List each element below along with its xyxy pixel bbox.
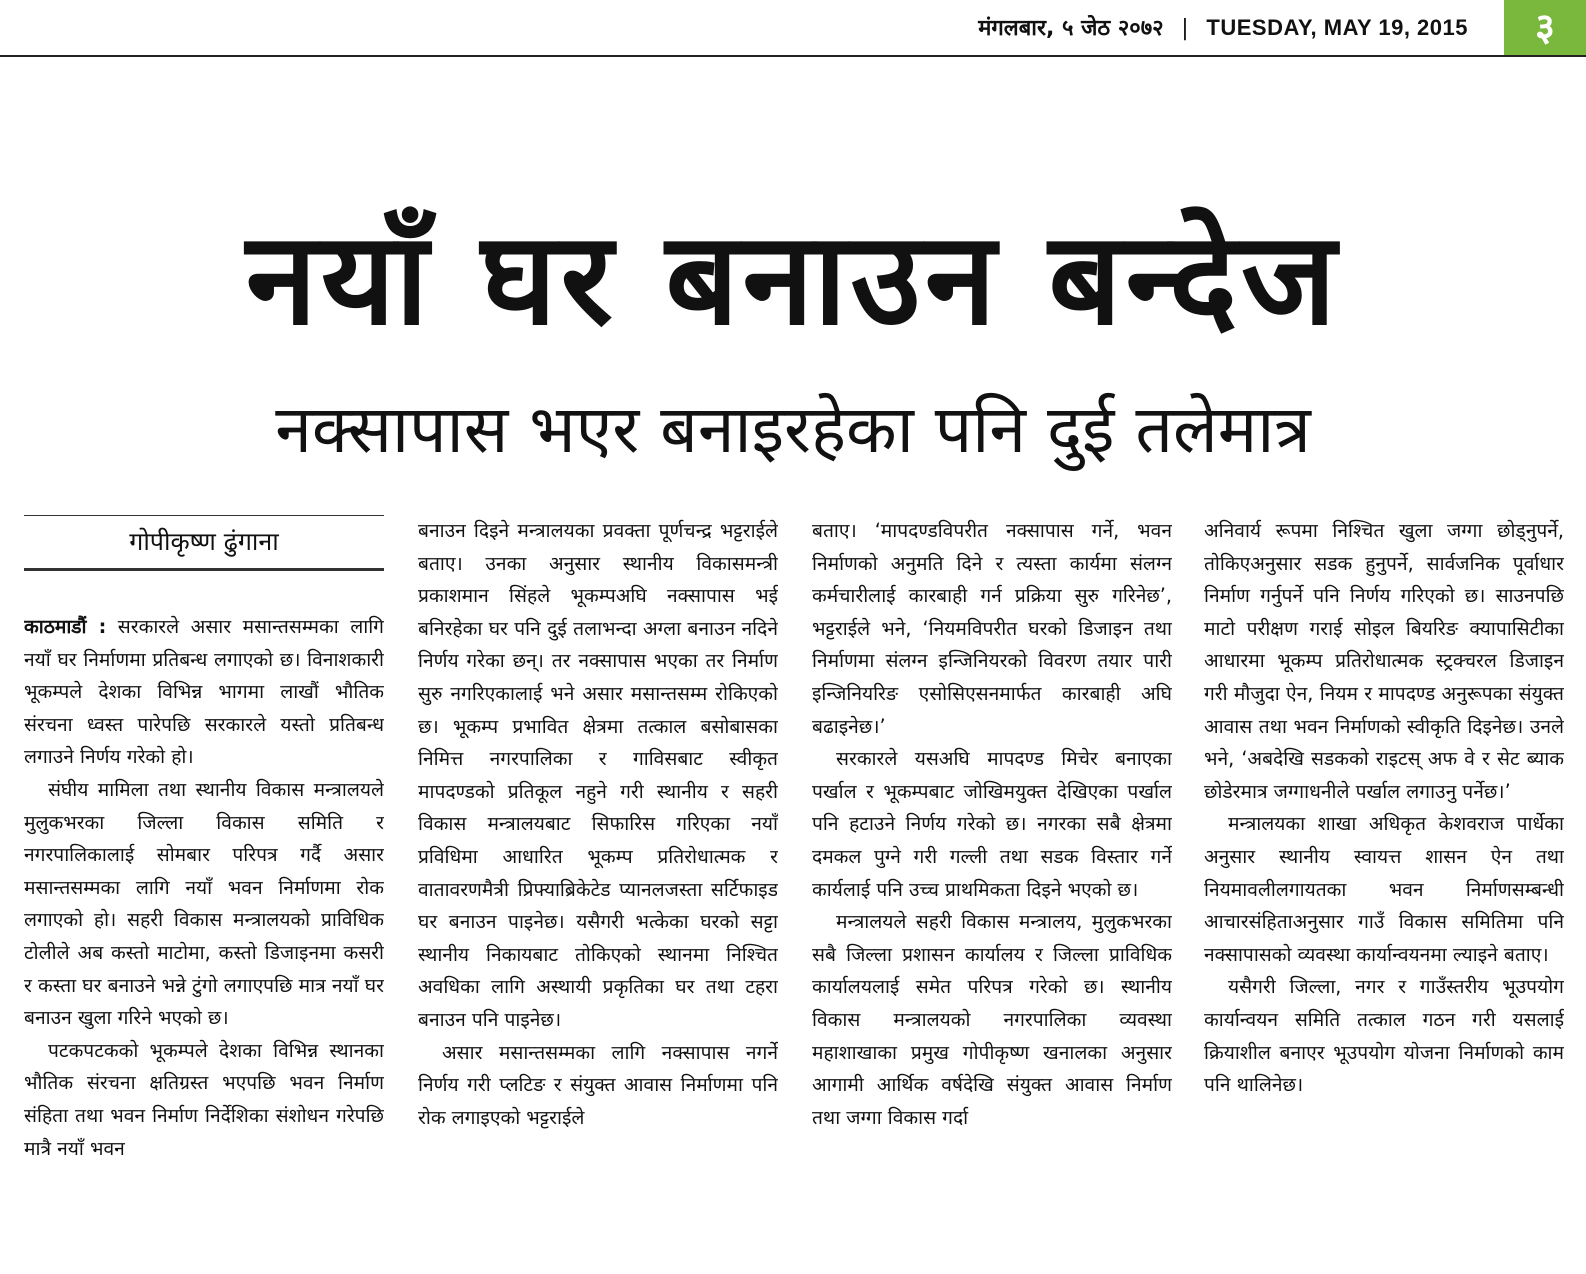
date-separator: | bbox=[1181, 16, 1189, 41]
article-paragraph: अनिवार्य रूपमा निश्चित खुला जग्गा छोड्नुपर्ने, तोकिएअनुसार सडक हुनुपर्ने, सार्वजनिक पूर्वाधार निर्माण गर्नुपर्ने पनि निर्णय गरिएको छ। साउनपछि माटो परीक्षण गराई सोइल बियरिङ क्यापासिटीका आधारमा भूकम्प प्रतिरोधात्मक स्ट्रक्चरल डिजाइन गरी मौजुदा ऐन, नियम र मापदण्ड अनुरूपका संयुक्त आवास तथा भवन निर्माणको स्वीकृति दिइनेछ। उनले भने, ‘अबदेखि सडकको राइटस् अफ वे र सेट ब्याक छोडेरमात्र जग्गाधनीले पर्खाल लगाउनु पर्नेछ।’ bbox=[1204, 519, 1564, 803]
paragraph-text: सरकारले असार मसान्तसम्मका लागि नयाँ घर निर्माणमा प्रतिबन्ध लगाएको छ। विनाशकारी भूकम्पले देशका विभिन्न भागमा लाखौं भौतिक संरचना ध्वस्त पारेपछि सरकारले यस्तो प्रतिबन्ध लगाउने निर्णय गरेको हो। bbox=[24, 615, 384, 769]
article-column-4 bbox=[1204, 515, 1564, 1270]
article-paragraph: असार मसान्तसम्मका लागि नक्सापास नगर्ने निर्णय गरी प्लटिङ र संयुक्त आवास निर्माणमा पनि रोक लगाइएको भट्टराईले bbox=[418, 1040, 778, 1129]
subheadline: नक्सापास भएर बनाइरहेका पनि दुई तलेमात्र bbox=[275, 391, 1311, 468]
article-paragraph: यसैगरी जिल्ला, नगर र गाउँस्तरीय भूउपयोग कार्यान्वयन समिति तत्काल गठन गरी यसलाई क्रियाशील बनाएर भूउपयोग योजना निर्माणको काम पनि थालिनेछ। bbox=[1204, 975, 1564, 1097]
page-number-badge: ३ bbox=[1504, 0, 1586, 55]
headline: नयाँ घर बनाउन बन्देज bbox=[245, 205, 1341, 354]
article-paragraph: मन्त्रालयले सहरी विकास मन्त्रालय, मुलुकभरका सबै जिल्ला प्रशासन कार्यालय र जिल्ला प्राविधिक कार्यालयलाई समेत परिपत्र गरेको छ। स्थानीय विकास मन्त्रालयको नगरपालिका व्यवस्था महाशाखाका प्रमुख गोपीकृष्ण खनालका अनुसार आगामी आर्थिक वर्षदेखि संयुक्त आवास निर्माण तथा जग्गा विकास गर्दा bbox=[812, 910, 1172, 1129]
article-column-3 bbox=[812, 515, 1172, 1270]
article-paragraph bbox=[24, 611, 384, 774]
article-column-1 bbox=[24, 515, 384, 1270]
article-paragraph: मन्त्रालयका शाखा अधिकृत केशवराज पार्धेका अनुसार स्थानीय स्वायत्त शासन ऐन तथा नियमावलीलगायतका भवन निर्माणसम्बन्धी आचारसंहिताअनुसार गाउँ विकास समितिमा पनि नक्सापासको व्यवस्था कार्यान्वयनमा ल्याइने बताए। bbox=[1204, 812, 1564, 966]
article-column-2 bbox=[418, 515, 778, 1270]
byline: गोपीकृष्ण ढुंगाना bbox=[24, 515, 384, 571]
article-paragraph: बनाउन दिइने मन्त्रालयका प्रवक्ता पूर्णचन्द्र भट्टराईले बताए। उनका अनुसार स्थानीय विकासमन्त्री प्रकाशमान सिंहले भूकम्पअघि नक्सापास भई बनिरहेका घर पनि दुई तलाभन्दा अग्ला बनाउन नदिने निर्णय गरेका छन्। तर नक्सापास भएका तर निर्माण सुरु नगरिएकालाई भने असार मसान्तसम्म रोकिएको छ। भूकम्प प्रभावित क्षेत्रमा तत्काल बसोबासका निमित्त नगरपालिका र गाविसबाट स्वीकृत मापदण्डको प्रतिकूल नहुने गरी स्थानीय र सहरी विकास मन्त्रालयबाट सिफारिस गरिएका नयाँ प्रविधिमा आधारित भूकम्प प्रतिरोधात्मक र वातावरणमैत्री प्रिफ्याब्रिकेटेड प्यानलजस्ता सर्टिफाइड घर बनाउन पाइनेछ। यसैगरी भत्केका घरको सट्टा स्थानीय निकायबाट तोकिएको स्थानमा निश्चित अवधिका लागि अस्थायी प्रकृतिका घर तथा टहरा बनाउन पनि पाइनेछ। bbox=[418, 519, 778, 1031]
article-paragraph: सरकारले यसअघि मापदण्ड मिचेर बनाएका पर्खाल र भूकम्पबाट जोखिमयुक्त देखिएका पर्खाल पनि हटाउने निर्णय गरेको छ। नगरका सबै क्षेत्रमा दमकल पुग्ने गरी गल्ली तथा सडक विस्तार गर्ने कार्यलाई पनि उच्च प्राथमिकता दिइने भएको छ। bbox=[812, 747, 1172, 901]
header-date bbox=[978, 12, 1468, 42]
article-paragraph: संघीय मामिला तथा स्थानीय विकास मन्त्रालयले मुलुकभरका जिल्ला विकास समिति र नगरपालिकालाई सोमबार परिपत्र गर्दै असार मसान्तसम्मका लागि नयाँ भवन निर्माणमा रोक लगाएको हो। सहरी विकास मन्त्रालयको प्राविधिक टोलीले अब कस्तो माटोमा, कस्तो डिजाइनमा कसरी र कस्ता घर बनाउने भन्ने टुंगो लगाएपछि मात्र नयाँ घर बनाउन खुला गरिने भएको छ। bbox=[24, 777, 384, 1030]
article-body bbox=[24, 515, 1564, 1270]
article-paragraph: बताए। ‘मापदण्डविपरीत नक्सापास गर्ने, भवन निर्माणको अनुमति दिने र त्यस्ता कार्यमा संलग्न कर्मचारीलाई कारबाही गर्न प्रक्रिया सुरु गरिनेछ’, भट्टराईले भने, ‘नियमविपरीत घरको डिजाइन तथा निर्माणमा संलग्न इन्जिनियरको विवरण तयार पारी इन्जिनियरिङ एसोसिएसनमार्फत कारबाही अघि बढाइनेछ।’ bbox=[812, 519, 1172, 738]
article-paragraph: पटकपटकको भूकम्पले देशका विभिन्न स्थानका भौतिक संरचना क्षतिग्रस्त भएपछि भवन निर्माण संहिता तथा भवन निर्माण निर्देशिका संशोधन गरेपछि मात्रै नयाँ भवन bbox=[24, 1038, 384, 1160]
dateline: काठमाडौं : bbox=[24, 615, 107, 638]
date-english: TUESDAY, MAY 19, 2015 bbox=[1206, 15, 1468, 40]
date-nepali: मंगलबार, ५ जेठ २०७२ bbox=[978, 16, 1164, 41]
page-header bbox=[0, 0, 1586, 57]
